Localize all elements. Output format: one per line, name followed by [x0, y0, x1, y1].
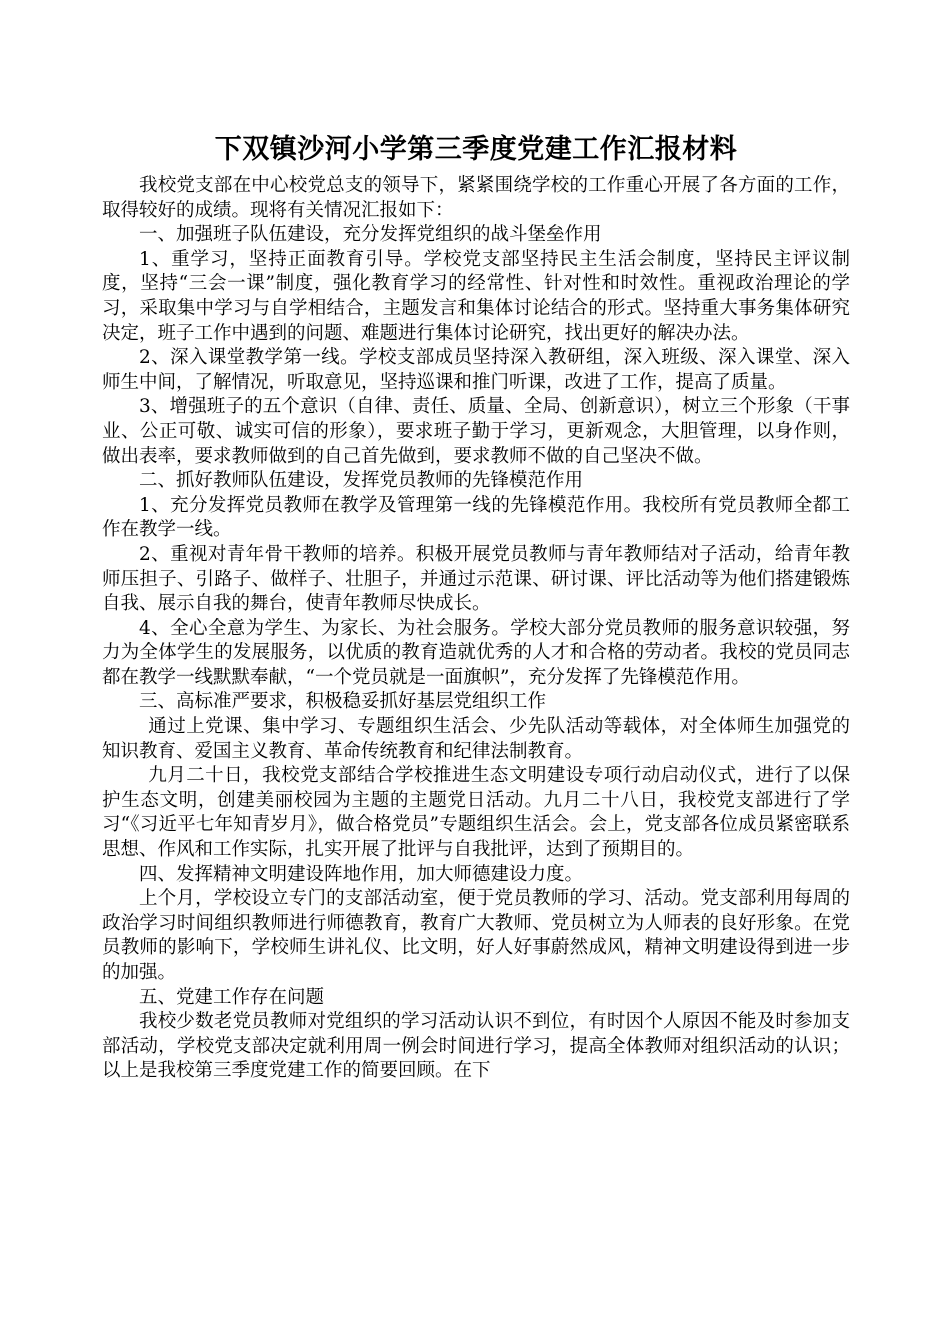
body-paragraph: 上个月，学校设立专门的支部活动室，便于党员教师的学习、活动。党支部利用每周的政治学习时间组织教师进行师德教育，教育广大教师、党员树立为人师表的良好形象。在党员教师的影响下，学校师生讲礼仪、比文明，好人好事蔚然成风，精神文明建设得到进一步的加强。 [102, 888, 850, 983]
body-paragraph: 九月二十日，我校党支部结合学校推进生态文明建设专项行动启动仪式，进行了以保护生态文明，创建美丽校园为主题的主题党日活动。九月二十八日，我校党支部进行了学习“《习近平七年知青岁月》，做合格党员”专题组织生活会。会上，党支部各位成员紧密联系思想、作风和工作实际，扎实开展了批评与自我批评，达到了预期目的。 [102, 765, 850, 861]
body-paragraph: 2、深入课堂教学第一线。学校支部成员坚持深入教研组，深入班级、深入课堂、深入师生中间，了解情况，听取意见，坚持巡课和推门听课，改进了工作，提高了质量。 [102, 347, 850, 393]
intro-paragraph: 我校党支部在中心校党总支的领导下，紧紧围绕学校的工作重心开展了各方面的工作，取得较好的成绩。现将有关情况汇报如下： [102, 175, 850, 221]
body-paragraph: 1、充分发挥党员教师在教学及管理第一线的先锋模范作用。我校所有党员教师全都工作在教学一线。 [102, 494, 850, 541]
section-heading-1: 一、加强班子队伍建设，充分发挥党组织的战斗堡垒作用 [139, 224, 602, 246]
body-paragraph: 我校少数老党员教师对党组织的学习活动认识不到位，有时因个人原因不能及时参加支部活动，学校党支部决定就利用周一例会时间进行学习，提高全体教师对组织活动的认识；以上是我校第三季度党建工作的简要回顾。在下 [102, 1011, 850, 1082]
section-heading-4: 四、发挥精神文明建设阵地作用，加大师德建设力度。 [139, 863, 584, 885]
body-paragraph: 通过上党课、集中学习、专题组织生活会、少先队活动等载体，对全体师生加强党的知识教育、爱国主义教育、革命传统教育和纪律法制教育。 [102, 716, 850, 762]
section-heading-3: 三、高标准严要求，积极稳妥抓好基层党组织工作 [139, 691, 547, 713]
body-paragraph: 2、重视对青年骨干教师的培养。积极开展党员教师与青年教师结对子活动，给青年教师压担子、引路子、做样子、壮胆子，并通过示范课、研讨课、评比活动等为他们搭建锻炼自我、展示自我的舞台，使青年教师尽快成长。 [102, 543, 850, 615]
section-heading-2: 二、抓好教师队伍建设，发挥党员教师的先锋模范作用 [139, 470, 584, 492]
section-heading-5: 五、党建工作存在问题 [139, 986, 325, 1008]
body-paragraph: 3、增强班子的五个意识（自律、责任、质量、全局、创新意识），树立三个形象（干事业、公正可敬、诚实可信的形象），要求班子勤于学习，更新观念，大胆管理，以身作则，做出表率，要求教师做到的自己首先做到，要求教师不做的自己坚决不做。 [102, 396, 850, 467]
document-title: 下双镇沙河小学第三季度党建工作汇报材料 [214, 134, 738, 165]
body-paragraph: 1、重学习，坚持正面教育引导。学校党支部坚持民主生活会制度，坚持民主评议制度，坚持“三会一课”制度，强化教育学习的经常性、针对性和时效性。重视政治理论的学习，采取集中学习与自学相结合，主题发言和集体讨论结合的形式。坚持重大事务集体研究决定，班子工作中遇到的问题、难题进行集体讨论研究，找出更好的解决办法。 [102, 248, 850, 344]
body-paragraph: 4、全心全意为学生、为家长、为社会服务。学校大部分党员教师的服务意识较强，努力为全体学生的发展服务，以优质的教育造就优秀的人才和合格的劳动者。我校的党员同志都在教学一线默默奉献，“一个党员就是一面旗帜”，充分发挥了先锋模范作用。 [102, 617, 850, 688]
